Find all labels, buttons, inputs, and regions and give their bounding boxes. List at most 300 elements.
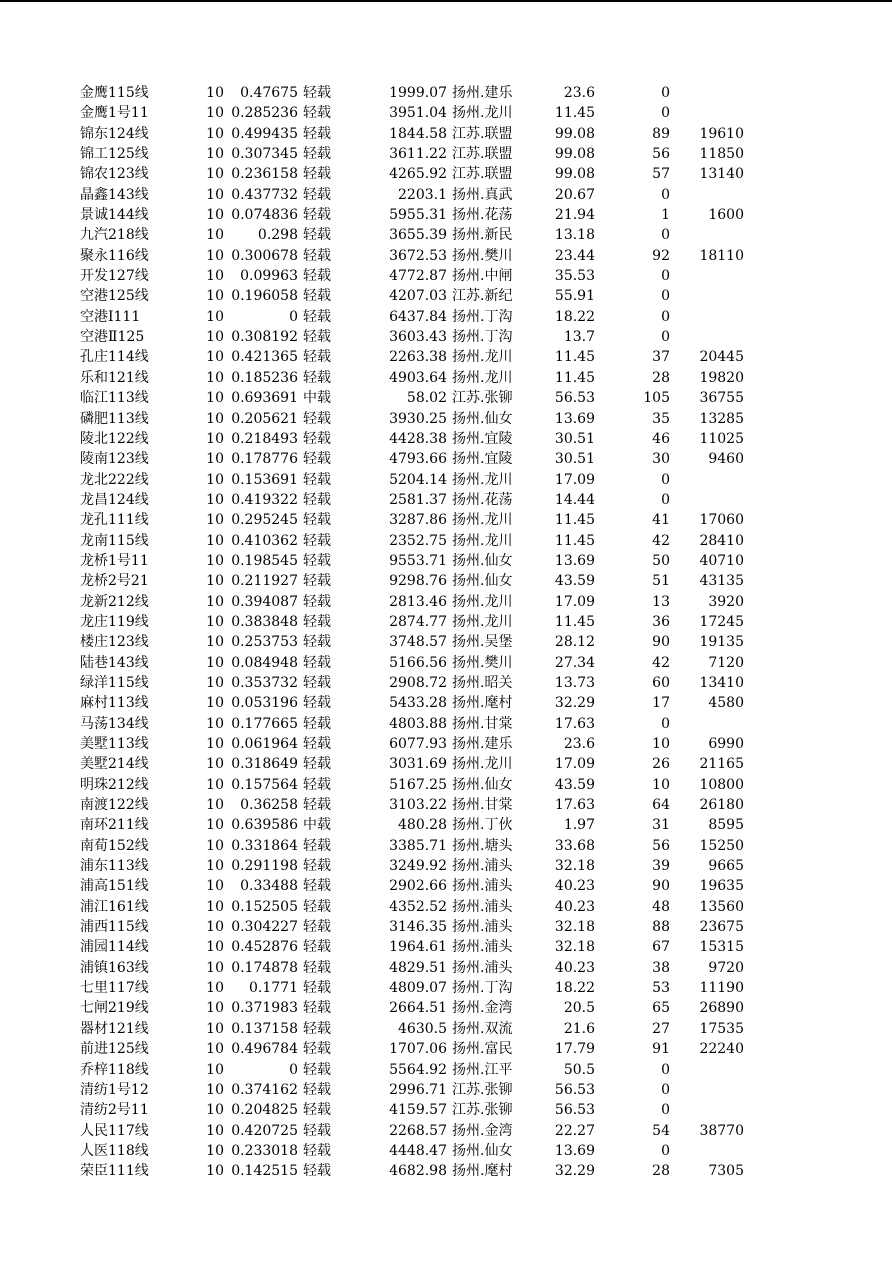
load-rate-cell: 0.308192 bbox=[231, 329, 298, 346]
substation-cell: 扬州.昭关 bbox=[452, 674, 513, 691]
load-status-cell: 轻载 bbox=[303, 1163, 331, 1180]
count-cell: 0 bbox=[661, 1081, 670, 1098]
value-cell: 3103.22 bbox=[389, 797, 447, 814]
count-cell: 60 bbox=[652, 674, 670, 691]
length-cell: 18.22 bbox=[554, 308, 595, 325]
substation-cell: 扬州.丁沟 bbox=[452, 329, 513, 346]
length-cell: 13.69 bbox=[554, 410, 595, 427]
line-name-cell: 乐和121线 bbox=[80, 369, 149, 386]
line-name-cell: 龙北222线 bbox=[80, 471, 149, 488]
count-cell: 91 bbox=[652, 1041, 670, 1058]
voltage-cell: 10 bbox=[206, 573, 224, 590]
substation-cell: 扬州.真武 bbox=[452, 186, 513, 203]
length-cell: 40.23 bbox=[554, 959, 595, 976]
voltage-cell: 10 bbox=[206, 736, 224, 752]
voltage-cell: 10 bbox=[206, 919, 224, 936]
value-cell: 3031.69 bbox=[389, 756, 447, 773]
voltage-cell: 10 bbox=[206, 85, 224, 101]
load-status-cell: 轻载 bbox=[303, 878, 331, 895]
table-row bbox=[0, 470, 892, 490]
load-rate-cell: 0.693691 bbox=[231, 390, 298, 407]
count-cell: 0 bbox=[661, 471, 670, 488]
substation-cell: 扬州.富民 bbox=[452, 1041, 513, 1058]
substation-cell: 江苏.张铆 bbox=[452, 1102, 513, 1119]
substation-cell: 扬州.浦头 bbox=[452, 919, 513, 936]
substation-cell: 扬州.江平 bbox=[452, 1061, 513, 1078]
count-cell: 26 bbox=[652, 756, 670, 773]
capacity-cell bbox=[680, 286, 744, 306]
line-name-cell: 浦园114线 bbox=[80, 939, 149, 956]
line-name-cell: 空港Ⅱ125 bbox=[80, 329, 145, 346]
value-cell: 2268.57 bbox=[389, 1122, 447, 1139]
load-rate-cell: 0.218493 bbox=[231, 430, 298, 447]
voltage-cell: 10 bbox=[206, 817, 224, 834]
substation-cell: 扬州.建乐 bbox=[452, 85, 513, 101]
load-status-cell: 轻载 bbox=[303, 471, 331, 488]
length-cell: 27.34 bbox=[554, 654, 595, 671]
capacity-cell: 11025 bbox=[699, 430, 744, 447]
capacity-cell: 7305 bbox=[708, 1163, 744, 1180]
length-cell: 13.69 bbox=[554, 552, 595, 569]
load-status-cell: 轻载 bbox=[303, 573, 331, 590]
value-cell: 5166.56 bbox=[389, 654, 447, 671]
count-cell: 10 bbox=[652, 736, 670, 752]
line-name-cell: 磷肥113线 bbox=[80, 410, 149, 427]
count-cell: 56 bbox=[652, 146, 670, 163]
capacity-cell: 6990 bbox=[708, 736, 744, 752]
load-status-cell: 轻载 bbox=[303, 1020, 331, 1037]
line-name-cell: 马荡134线 bbox=[80, 715, 149, 732]
length-cell: 43.59 bbox=[554, 573, 595, 590]
count-cell: 30 bbox=[652, 451, 670, 468]
load-status-cell: 轻载 bbox=[303, 308, 331, 325]
table-row bbox=[0, 286, 892, 306]
substation-cell: 扬州.丁伙 bbox=[452, 817, 513, 834]
capacity-cell bbox=[680, 470, 744, 490]
table-row bbox=[0, 205, 892, 225]
value-cell: 4159.57 bbox=[389, 1102, 447, 1119]
line-name-cell: 九汽218线 bbox=[80, 227, 149, 244]
count-cell: 0 bbox=[661, 186, 670, 203]
capacity-cell: 19135 bbox=[699, 634, 744, 651]
capacity-cell: 15315 bbox=[699, 939, 744, 956]
load-rate-cell: 0 bbox=[289, 1061, 298, 1078]
capacity-cell: 8595 bbox=[708, 817, 744, 834]
substation-cell: 扬州.丁沟 bbox=[452, 980, 513, 997]
table-row bbox=[0, 836, 892, 856]
load-rate-cell: 0 bbox=[289, 308, 298, 325]
length-cell: 13.73 bbox=[554, 674, 595, 691]
count-cell: 36 bbox=[652, 613, 670, 630]
load-status-cell: 轻载 bbox=[303, 1142, 331, 1159]
load-rate-cell: 0.1771 bbox=[249, 980, 298, 997]
voltage-cell: 10 bbox=[206, 512, 224, 529]
voltage-cell: 10 bbox=[206, 288, 224, 305]
voltage-cell: 10 bbox=[206, 207, 224, 224]
value-cell: 2203.1 bbox=[398, 186, 447, 203]
length-cell: 13.7 bbox=[563, 329, 595, 346]
line-name-cell: 南荀152线 bbox=[80, 837, 149, 854]
length-cell: 56.53 bbox=[554, 1102, 595, 1119]
capacity-cell: 13410 bbox=[699, 674, 744, 691]
load-status-cell: 轻载 bbox=[303, 146, 331, 163]
load-rate-cell: 0.318649 bbox=[231, 756, 298, 773]
voltage-cell: 10 bbox=[206, 247, 224, 264]
line-name-cell: 美墅113线 bbox=[80, 736, 149, 752]
load-rate-cell: 0.300678 bbox=[231, 247, 298, 264]
substation-cell: 扬州.金湾 bbox=[452, 1000, 513, 1017]
load-status-cell: 轻载 bbox=[303, 105, 331, 122]
capacity-cell: 3920 bbox=[708, 593, 744, 610]
capacity-cell: 38770 bbox=[699, 1122, 744, 1139]
capacity-cell: 19820 bbox=[699, 369, 744, 386]
length-cell: 17.63 bbox=[554, 797, 595, 814]
load-rate-cell: 0.061964 bbox=[231, 736, 298, 752]
table-row bbox=[0, 225, 892, 245]
capacity-cell bbox=[680, 490, 744, 510]
length-cell: 17.79 bbox=[554, 1041, 595, 1058]
count-cell: 38 bbox=[652, 959, 670, 976]
load-status-cell: 轻载 bbox=[303, 1122, 331, 1139]
value-cell: 3672.53 bbox=[389, 247, 447, 264]
table-row bbox=[0, 775, 892, 795]
load-status-cell: 轻载 bbox=[303, 858, 331, 875]
voltage-cell: 10 bbox=[206, 532, 224, 549]
table-row bbox=[0, 449, 892, 469]
value-cell: 3287.86 bbox=[389, 512, 447, 529]
value-cell: 1964.61 bbox=[389, 939, 447, 956]
load-status-cell: 轻载 bbox=[303, 980, 331, 997]
voltage-cell: 10 bbox=[206, 939, 224, 956]
capacity-cell: 9665 bbox=[708, 858, 744, 875]
load-status-cell: 轻载 bbox=[303, 166, 331, 183]
line-name-cell: 锦农123线 bbox=[80, 166, 149, 183]
voltage-cell: 10 bbox=[206, 593, 224, 610]
line-name-cell: 锦工125线 bbox=[80, 146, 149, 163]
value-cell: 4903.64 bbox=[389, 369, 447, 386]
length-cell: 40.23 bbox=[554, 898, 595, 915]
table-row bbox=[0, 1019, 892, 1039]
table-row bbox=[0, 998, 892, 1018]
capacity-cell: 17535 bbox=[699, 1020, 744, 1037]
value-cell: 3603.43 bbox=[389, 329, 447, 346]
value-cell: 3611.22 bbox=[389, 146, 447, 163]
table-row bbox=[0, 185, 892, 205]
length-cell: 11.45 bbox=[554, 532, 595, 549]
count-cell: 50 bbox=[652, 552, 670, 569]
substation-cell: 扬州.龙川 bbox=[452, 471, 513, 488]
line-name-cell: 龙新212线 bbox=[80, 593, 149, 610]
substation-cell: 扬州.浦头 bbox=[452, 959, 513, 976]
substation-cell: 扬州.宜陵 bbox=[452, 430, 513, 447]
load-rate-cell: 0.198545 bbox=[231, 552, 298, 569]
length-cell: 56.53 bbox=[554, 1081, 595, 1098]
load-rate-cell: 0.185236 bbox=[231, 369, 298, 386]
line-name-cell: 乔梓118线 bbox=[80, 1061, 149, 1078]
substation-cell: 扬州.仙女 bbox=[452, 410, 513, 427]
count-cell: 89 bbox=[652, 125, 670, 142]
table-row bbox=[0, 1121, 892, 1141]
table-row bbox=[0, 937, 892, 957]
line-name-cell: 临江113线 bbox=[80, 390, 149, 407]
table-row bbox=[0, 490, 892, 510]
value-cell: 3951.04 bbox=[389, 105, 447, 122]
length-cell: 99.08 bbox=[554, 166, 595, 183]
count-cell: 0 bbox=[661, 491, 670, 508]
load-rate-cell: 0.410362 bbox=[231, 532, 298, 549]
substation-cell: 扬州.龙川 bbox=[452, 532, 513, 549]
length-cell: 20.5 bbox=[563, 1000, 595, 1017]
length-cell: 32.29 bbox=[554, 1163, 595, 1180]
count-cell: 0 bbox=[661, 268, 670, 285]
line-name-cell: 聚永116线 bbox=[80, 247, 149, 264]
substation-cell: 扬州.仙女 bbox=[452, 1142, 513, 1159]
voltage-cell: 10 bbox=[206, 166, 224, 183]
value-cell: 2908.72 bbox=[389, 674, 447, 691]
table-row bbox=[0, 409, 892, 429]
capacity-cell: 7120 bbox=[708, 654, 744, 671]
table-row bbox=[0, 612, 892, 632]
length-cell: 11.45 bbox=[554, 349, 595, 366]
value-cell: 2902.66 bbox=[389, 878, 447, 895]
voltage-cell: 10 bbox=[206, 613, 224, 630]
capacity-cell: 18110 bbox=[699, 247, 744, 264]
capacity-cell bbox=[680, 185, 744, 205]
count-cell: 0 bbox=[661, 1102, 670, 1119]
load-rate-cell: 0.152505 bbox=[231, 898, 298, 915]
capacity-cell: 10800 bbox=[699, 776, 744, 793]
voltage-cell: 10 bbox=[206, 268, 224, 285]
capacity-cell bbox=[680, 1060, 744, 1080]
voltage-cell: 10 bbox=[206, 146, 224, 163]
length-cell: 13.18 bbox=[554, 227, 595, 244]
substation-cell: 扬州.宜陵 bbox=[452, 451, 513, 468]
capacity-cell bbox=[680, 1080, 744, 1100]
line-name-cell: 麻村113线 bbox=[80, 695, 149, 712]
spreadsheet bbox=[0, 83, 892, 1182]
length-cell: 35.53 bbox=[554, 268, 595, 285]
substation-cell: 扬州.龙川 bbox=[452, 613, 513, 630]
voltage-cell: 10 bbox=[206, 980, 224, 997]
load-status-cell: 轻载 bbox=[303, 1081, 331, 1098]
substation-cell: 扬州.龙川 bbox=[452, 369, 513, 386]
table-row bbox=[0, 307, 892, 327]
voltage-cell: 10 bbox=[206, 1081, 224, 1098]
count-cell: 65 bbox=[652, 1000, 670, 1017]
load-status-cell: 轻载 bbox=[303, 268, 331, 285]
length-cell: 13.69 bbox=[554, 1142, 595, 1159]
load-rate-cell: 0.383848 bbox=[231, 613, 298, 630]
voltage-cell: 10 bbox=[206, 1163, 224, 1180]
table-row bbox=[0, 124, 892, 144]
length-cell: 23.44 bbox=[554, 247, 595, 264]
voltage-cell: 10 bbox=[206, 695, 224, 712]
load-rate-cell: 0.253753 bbox=[231, 634, 298, 651]
load-rate-cell: 0.437732 bbox=[231, 186, 298, 203]
load-rate-cell: 0.639586 bbox=[231, 817, 298, 834]
load-status-cell: 轻载 bbox=[303, 532, 331, 549]
load-rate-cell: 0.304227 bbox=[231, 919, 298, 936]
load-status-cell: 轻载 bbox=[303, 186, 331, 203]
count-cell: 48 bbox=[652, 898, 670, 915]
substation-cell: 扬州.龙川 bbox=[452, 593, 513, 610]
substation-cell: 江苏.张铆 bbox=[452, 1081, 513, 1098]
length-cell: 17.09 bbox=[554, 593, 595, 610]
capacity-cell: 9720 bbox=[708, 959, 744, 976]
load-status-cell: 轻载 bbox=[303, 959, 331, 976]
substation-cell: 江苏.联盟 bbox=[452, 125, 513, 142]
value-cell: 5433.28 bbox=[389, 695, 447, 712]
load-rate-cell: 0.353732 bbox=[231, 674, 298, 691]
line-name-cell: 锦东124线 bbox=[80, 125, 149, 142]
capacity-cell bbox=[680, 327, 744, 347]
count-cell: 88 bbox=[652, 919, 670, 936]
substation-cell: 扬州.塘头 bbox=[452, 837, 513, 854]
table-row bbox=[0, 714, 892, 734]
load-status-cell: 轻载 bbox=[303, 634, 331, 651]
line-name-cell: 空港125线 bbox=[80, 288, 149, 305]
voltage-cell: 10 bbox=[206, 1020, 224, 1037]
voltage-cell: 10 bbox=[206, 451, 224, 468]
value-cell: 5564.92 bbox=[389, 1061, 447, 1078]
line-name-cell: 楼庄123线 bbox=[80, 634, 149, 651]
table-row bbox=[0, 510, 892, 530]
capacity-cell: 26890 bbox=[699, 1000, 744, 1017]
load-rate-cell: 0.298 bbox=[257, 227, 298, 244]
load-status-cell: 轻载 bbox=[303, 288, 331, 305]
length-cell: 22.27 bbox=[554, 1122, 595, 1139]
load-status-cell: 轻载 bbox=[303, 674, 331, 691]
load-status-cell: 轻载 bbox=[303, 207, 331, 224]
load-status-cell: 轻载 bbox=[303, 451, 331, 468]
voltage-cell: 10 bbox=[206, 125, 224, 142]
voltage-cell: 10 bbox=[206, 898, 224, 915]
line-name-cell: 浦镇163线 bbox=[80, 959, 149, 976]
value-cell: 2352.75 bbox=[389, 532, 447, 549]
length-cell: 17.09 bbox=[554, 756, 595, 773]
value-cell: 9298.76 bbox=[389, 573, 447, 590]
count-cell: 0 bbox=[661, 288, 670, 305]
substation-cell: 扬州.丁沟 bbox=[452, 308, 513, 325]
load-rate-cell: 0.285236 bbox=[231, 105, 298, 122]
value-cell: 6077.93 bbox=[389, 736, 447, 752]
count-cell: 13 bbox=[652, 593, 670, 610]
count-cell: 1 bbox=[661, 207, 670, 224]
count-cell: 67 bbox=[652, 939, 670, 956]
table-row bbox=[0, 1080, 892, 1100]
table-row bbox=[0, 795, 892, 815]
table-row bbox=[0, 1039, 892, 1059]
value-cell: 1844.58 bbox=[389, 125, 447, 142]
substation-cell: 江苏.联盟 bbox=[452, 166, 513, 183]
capacity-cell: 4580 bbox=[708, 695, 744, 712]
capacity-cell: 13140 bbox=[699, 166, 744, 183]
table-row bbox=[0, 83, 892, 103]
value-cell: 2874.77 bbox=[389, 613, 447, 630]
count-cell: 51 bbox=[652, 573, 670, 590]
capacity-cell bbox=[680, 225, 744, 245]
substation-cell: 扬州.樊川 bbox=[452, 654, 513, 671]
voltage-cell: 10 bbox=[206, 674, 224, 691]
length-cell: 55.91 bbox=[554, 288, 595, 305]
count-cell: 64 bbox=[652, 797, 670, 814]
load-rate-cell: 0.074836 bbox=[231, 207, 298, 224]
load-rate-cell: 0.36258 bbox=[240, 797, 298, 814]
length-cell: 11.45 bbox=[554, 512, 595, 529]
line-name-cell: 荣臣111线 bbox=[80, 1163, 149, 1180]
load-status-cell: 轻载 bbox=[303, 898, 331, 915]
value-cell: 58.02 bbox=[406, 390, 447, 407]
length-cell: 17.09 bbox=[554, 471, 595, 488]
substation-cell: 扬州.吴堡 bbox=[452, 634, 513, 651]
value-cell: 480.28 bbox=[398, 817, 447, 834]
capacity-cell: 40710 bbox=[699, 552, 744, 569]
capacity-cell: 26180 bbox=[699, 797, 744, 814]
substation-cell: 扬州.龙川 bbox=[452, 105, 513, 122]
count-cell: 27 bbox=[652, 1020, 670, 1037]
line-name-cell: 龙南115线 bbox=[80, 532, 149, 549]
length-cell: 99.08 bbox=[554, 125, 595, 142]
length-cell: 20.67 bbox=[554, 186, 595, 203]
count-cell: 41 bbox=[652, 512, 670, 529]
substation-cell: 江苏.联盟 bbox=[452, 146, 513, 163]
count-cell: 31 bbox=[652, 817, 670, 834]
voltage-cell: 10 bbox=[206, 858, 224, 875]
count-cell: 0 bbox=[661, 227, 670, 244]
length-cell: 1.97 bbox=[563, 817, 595, 834]
table-row bbox=[0, 734, 892, 754]
table-row bbox=[0, 246, 892, 266]
substation-cell: 扬州.浦头 bbox=[452, 939, 513, 956]
substation-cell: 扬州.浦头 bbox=[452, 898, 513, 915]
value-cell: 6437.84 bbox=[389, 308, 447, 325]
capacity-cell: 19610 bbox=[699, 125, 744, 142]
load-status-cell: 轻载 bbox=[303, 410, 331, 427]
voltage-cell: 10 bbox=[206, 105, 224, 122]
capacity-cell: 11190 bbox=[699, 980, 744, 997]
table-row bbox=[0, 754, 892, 774]
substation-cell: 扬州.浦头 bbox=[452, 878, 513, 895]
substation-cell: 扬州.麾村 bbox=[452, 695, 513, 712]
load-rate-cell: 0.178776 bbox=[231, 451, 298, 468]
line-name-cell: 孔庄114线 bbox=[80, 349, 149, 366]
line-name-cell: 人民117线 bbox=[80, 1122, 149, 1139]
load-rate-cell: 0.177665 bbox=[231, 715, 298, 732]
length-cell: 32.29 bbox=[554, 695, 595, 712]
table-row bbox=[0, 388, 892, 408]
load-status-cell: 轻载 bbox=[303, 430, 331, 447]
line-name-cell: 明珠212线 bbox=[80, 776, 149, 793]
load-rate-cell: 0.205621 bbox=[231, 410, 298, 427]
value-cell: 2664.51 bbox=[389, 1000, 447, 1017]
length-cell: 50.5 bbox=[563, 1061, 595, 1078]
capacity-cell: 17060 bbox=[699, 512, 744, 529]
voltage-cell: 10 bbox=[206, 186, 224, 203]
voltage-cell: 10 bbox=[206, 329, 224, 346]
load-rate-cell: 0.09963 bbox=[240, 268, 298, 285]
count-cell: 0 bbox=[661, 329, 670, 346]
line-name-cell: 浦江161线 bbox=[80, 898, 149, 915]
value-cell: 4265.92 bbox=[389, 166, 447, 183]
table-row bbox=[0, 958, 892, 978]
substation-cell: 扬州.建乐 bbox=[452, 736, 513, 752]
value-cell: 4448.47 bbox=[389, 1142, 447, 1159]
table-row bbox=[0, 1100, 892, 1120]
count-cell: 37 bbox=[652, 349, 670, 366]
length-cell: 43.59 bbox=[554, 776, 595, 793]
count-cell: 90 bbox=[652, 634, 670, 651]
count-cell: 28 bbox=[652, 369, 670, 386]
